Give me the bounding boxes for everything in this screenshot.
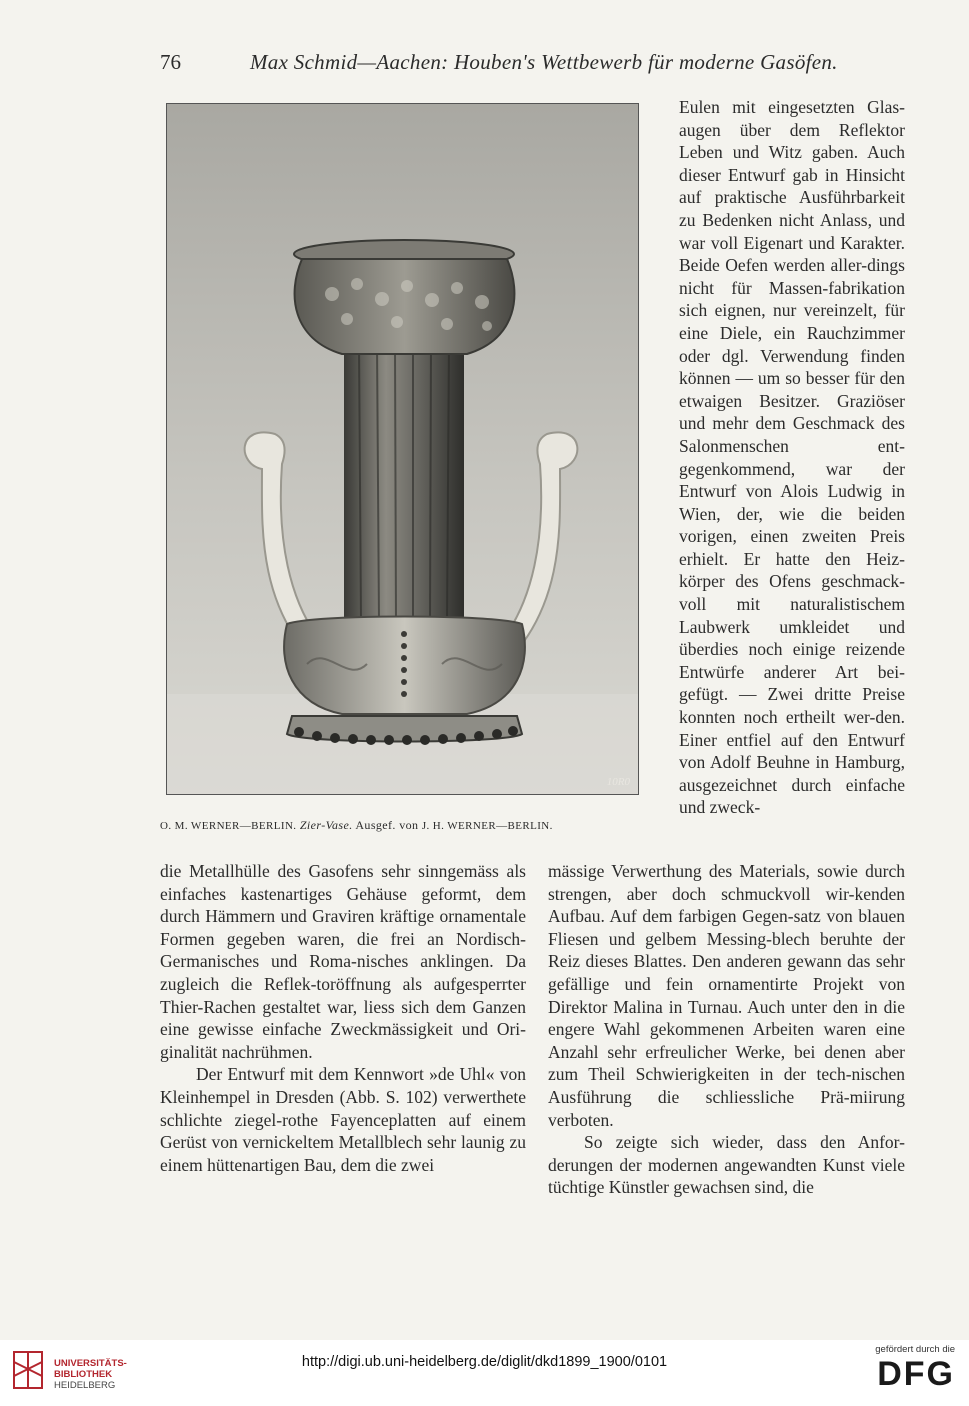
artist-monogram: 10R0 bbox=[606, 776, 630, 788]
vase-photograph bbox=[166, 103, 639, 795]
vase-illustration bbox=[167, 104, 638, 794]
library-name-line-3: HEIDELBERG bbox=[54, 1380, 116, 1391]
figure-caption bbox=[160, 818, 650, 833]
left-column-paragraph-2: Der Entwurf mit dem Kennwort »de Uhl« von Kleinhempel in Dresden (Abb. S. 102) verwerthete schlichte ziegel-rothe Fayenceplatten auf einem Gerüst von vernickeltem Metallblech sehr launig zu einem hüttenartigen Bau, dem die zwei bbox=[160, 1064, 526, 1175]
running-title: Max Schmid—Aachen: Houben's Wettbewerb für moderne Gasöfen. bbox=[250, 50, 838, 74]
caption-work: Zier-Vase. bbox=[299, 818, 353, 832]
middle-column-paragraph-2: So zeigte sich wieder, dass den Anfor-derungen der modernen angewandten Kunst viele tüchtige Künstler gewachsen sind, die bbox=[548, 1132, 905, 1198]
left-column-text bbox=[160, 860, 526, 1176]
funding-note: gefördert durch die bbox=[875, 1344, 955, 1355]
permalink-url[interactable]: http://digi.ub.uni-heidelberg.de/diglit/dkd1899_1900/0101 bbox=[301, 1354, 668, 1370]
right-column-paragraph: Eulen mit eingesetzten Glas-augen über dem Reflektor Leben und Witz gaben. Auch dieser Entwurf gab in Hinsicht auf praktische Ausführbarkeit zu Bedenken nicht Anlass, und war voll Eigenart und Karakter. Beide Oefen werden aller-dings nicht für Massen-fabrikation sich eignen, nur vereinzelt, für eine Diele, ein Rauchzimmer oder dgl. Verwendung finden können — um so besser für den etwaigen Besitzer. Graziöser und mehr dem Geschmack des Salonmenschen ent-gegenkommend, war der Entwurf von Alois Ludwig in Wien, der, wie die beiden vorigen, einen zweiten Preis erhielt. Er hatte den Heiz-körper des Ofens geschmack-voll mit naturalistischem Laubwerk umkleidet und überdies noch einige reizende Entwürfe anderer Art bei-gefügt. — Zwei dritte Preise konnten noch ertheilt wer-den. Einer entfiel auf den Entwurf von Adolf Beuhne in Hamburg, ausgezeichnet durch einfache und zweck- bbox=[679, 97, 905, 818]
funder-logo[interactable] bbox=[845, 1344, 955, 1393]
middle-column-paragraph-1: mässige Verwerthung des Materials, sowie durch strengen, aber doch schmuckvoll wir-kenden Aufbau. Auf dem farbigen Gegen-satz von blauen Fliesen und gelbem Messing-blech beruhte der Reiz dieses Blattes. Den anderen gewann das sehr gefällige und fein ornamentirte Projekt von Direktor Malina in Turnau. Auch unter den in die engere Wahl gekommenen Arbeiten waren eine Anzahl sehr erfreulicher Werke, bei denen aber zum Theil Schwierigkeiten in der tech-nischen Ausführung die schliessliche Prä-miirung verboten. bbox=[548, 861, 905, 1130]
left-column-paragraph-1: die Metallhülle des Gasofens sehr sinngemäss als einfaches kastenartiges Gehäuse geformt, dem durch Hämmern und Graviren kräftige ornamentale Formen gegeben waren, die frei an Nordisch-Germanisches und Roma-nisches anklingen. Da zugleich die Reflek-toröffnung als aufgesperrter Thier-Rachen gestaltet war, liess sich dem Ganzen eine gewisse einfache Zweckmässigkeit und Ori-ginalität nachrühmen. bbox=[160, 861, 526, 1062]
running-header bbox=[160, 50, 910, 80]
caption-artist: O. M. WERNER—BERLIN. bbox=[160, 820, 297, 832]
library-name-line-2: BIBLIOTHEK bbox=[54, 1369, 113, 1380]
caption-executed-prefix: Ausgef. von bbox=[355, 818, 419, 832]
page-number: 76 bbox=[160, 50, 181, 74]
funder-name: DFG bbox=[877, 1355, 955, 1393]
right-column-text bbox=[679, 96, 905, 819]
digitization-footer bbox=[0, 1340, 969, 1406]
caption-executor: J. H. WERNER—BERLIN. bbox=[421, 820, 553, 832]
middle-column-text bbox=[548, 860, 905, 1199]
library-name-line-1: UNIVERSITÄTS- bbox=[54, 1358, 127, 1369]
